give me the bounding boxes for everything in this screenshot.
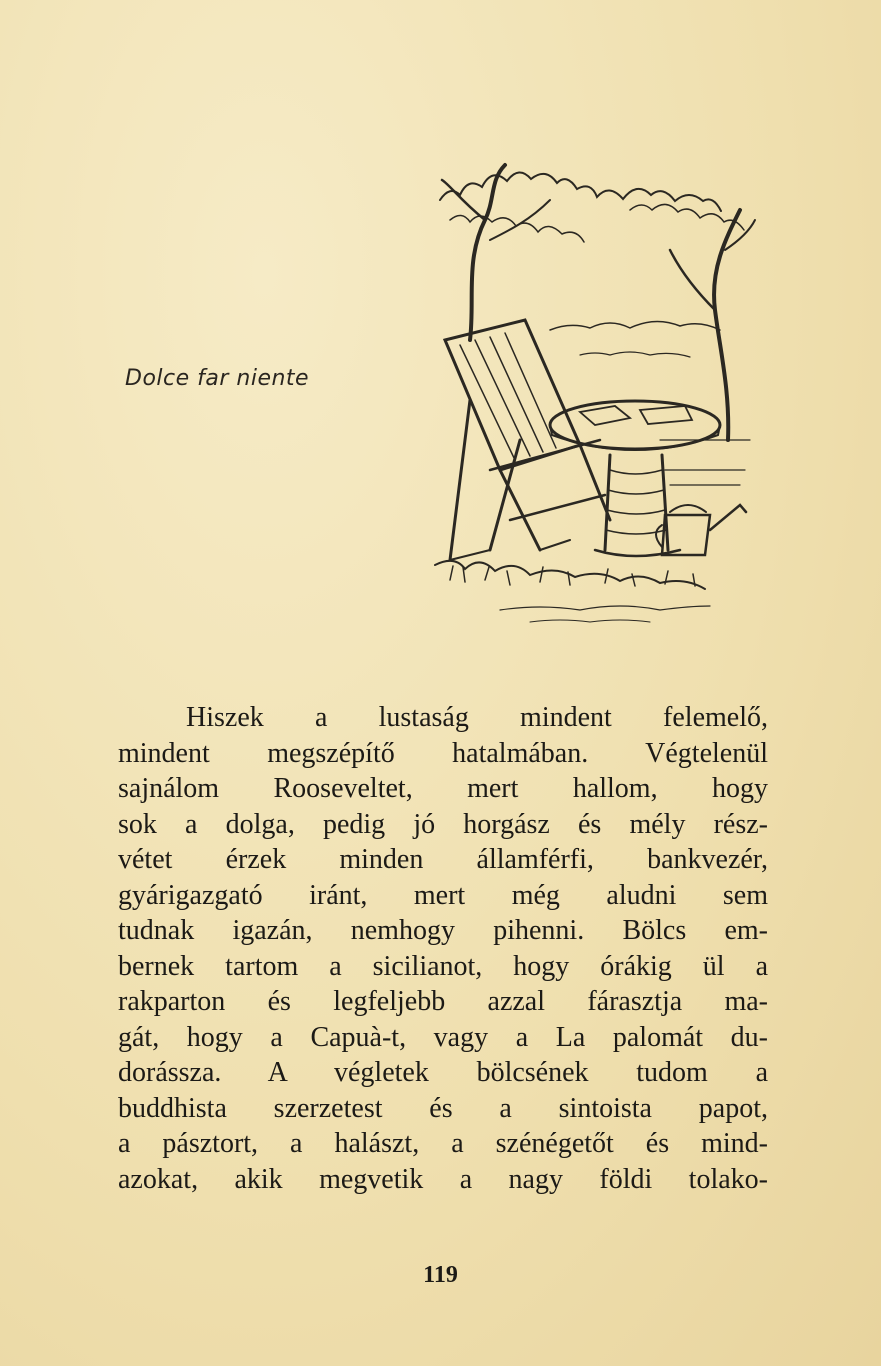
paragraph-line: sajnálom Rooseveltet, mert hallom, hogy bbox=[118, 773, 768, 804]
body-paragraph bbox=[118, 700, 768, 1197]
paragraph-line: a pásztort, a halászt, a szénégetőt és mind- bbox=[118, 1128, 768, 1159]
paragraph-line: rakparton és legfeljebb azzal fárasztja ma- bbox=[118, 986, 768, 1017]
paragraph-line: Hiszek a lustaság mindent felemelő, bbox=[186, 702, 768, 733]
paragraph-line: tudnak igazán, nemhogy pihenni. Bölcs em- bbox=[118, 915, 768, 946]
paragraph-line: sok a dolga, pedig jó horgász és mély rész- bbox=[118, 808, 768, 840]
section-title: Dolce far niente bbox=[125, 366, 310, 391]
paragraph-line: gát, hogy a Capuà-t, vagy a La palomát du- bbox=[118, 1021, 768, 1053]
paragraph-line: buddhista szerzetest és a sintoista papot, bbox=[118, 1092, 768, 1124]
paragraph-line: vétet érzek minden államférfi, bankvezér, bbox=[118, 844, 768, 875]
page-number: 119 bbox=[423, 1262, 458, 1288]
paragraph-line: dorássza. A végletek bölcsének tudom a bbox=[118, 1057, 768, 1088]
paragraph-line: azokat, akik megvetik a nagy földi tolako- bbox=[118, 1163, 768, 1195]
paragraph-line: mindent megszépítő hatalmában. Végtelenül bbox=[118, 737, 768, 769]
paragraph-line: bernek tartom a sicilianot, hogy órákig ül a bbox=[118, 950, 768, 982]
paragraph-line: gyárigazgató iránt, mert még aludni sem bbox=[118, 879, 768, 911]
garden-chair-table-illustration bbox=[430, 140, 760, 630]
